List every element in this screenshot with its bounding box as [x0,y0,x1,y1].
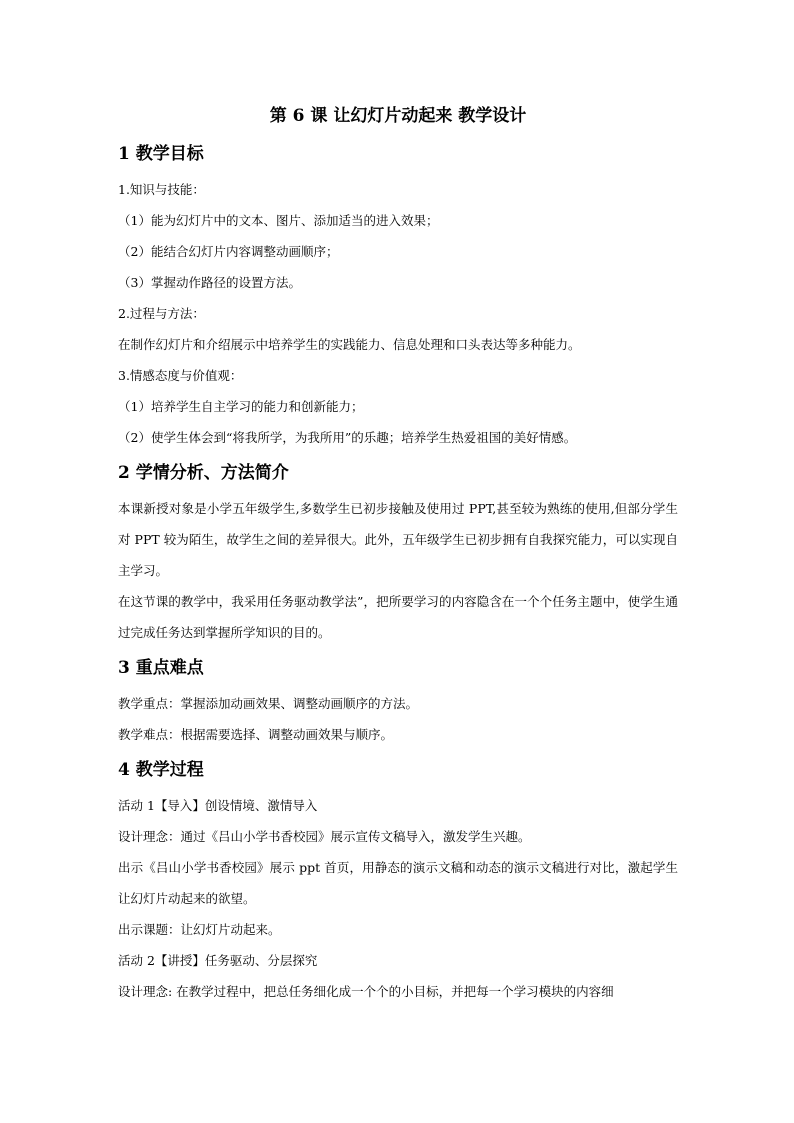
analysis-paragraph: 在这节课的教学中，我采用任务驱动教学法”，把所要学习的内容隐含在一个个任务主题中，使学生通过完成任务达到掌握所学知识的目的。 [118,594,678,640]
objective-line: 2.过程与方法： [118,306,205,321]
objective-line: （2）使学生体会到“将我所学，为我所用”的乐趣；培养学生热爱祖国的美好情感。 [118,430,577,445]
objective-line: 3.情感态度与价值观： [118,368,243,383]
document-page [118,98,678,1007]
objective-line: （1）能为幻灯片中的文本、图片、添加适当的进入效果； [118,213,439,228]
section-heading-analysis: 2 学情分析、方法简介 [118,463,289,483]
process-paragraph: 出示《吕山小学书香校园》展示 ppt 首页，用静态的演示文稿和动态的演示文稿进行对比，激起学生让幻灯片动起来的欲望。 [118,860,678,906]
process-line: 设计理念: 在教学过程中，把总任务细化成一个个的小目标，并把每一个学习模块的内容细 [118,984,614,999]
objective-line: 在制作幻灯片和介绍展示中培养学生的实践能力、信息处理和口头表达等多种能力。 [118,337,581,352]
key-point-line: 教学难点：根据需要选择、调整动画效果与顺序。 [118,727,394,742]
objective-line: （2）能结合幻灯片内容调整动画顺序； [118,244,339,259]
process-line: 活动 2【讲授】任务驱动、分层探究 [118,953,318,968]
key-point-line: 教学重点：掌握添加动画效果、调整动画顺序的方法。 [118,696,419,711]
process-line: 设计理念：通过《吕山小学书香校园》展示宣传文稿导入，激发学生兴趣。 [118,829,531,844]
section-heading-objectives: 1 教学目标 [118,144,204,164]
analysis-paragraph: 本课新授对象是小学五年级学生,多数学生已初步接触及使用过 PPT,甚至较为熟练的使用,但部分学生对 PPT 较为陌生，故学生之间的差异很大。此外，五年级学生已初步拥有自我探究能力，可以实现自主学习。 [118,501,678,578]
process-line: 出示课题：让幻灯片动起来。 [118,922,281,937]
process-line: 活动 1【导入】创设情境、激情导入 [118,798,318,813]
section-heading-key-points: 3 重点难点 [118,658,204,678]
objective-line: （3）掌握动作路径的设置方法。 [118,275,301,290]
objective-line: 1.知识与技能： [118,182,205,197]
objective-line: （1）培养学生自主学习的能力和创新能力； [118,399,364,414]
document-title: 第 6 课 让幻灯片动起来 教学设计 [269,106,527,126]
section-heading-process: 4 教学过程 [118,760,204,780]
